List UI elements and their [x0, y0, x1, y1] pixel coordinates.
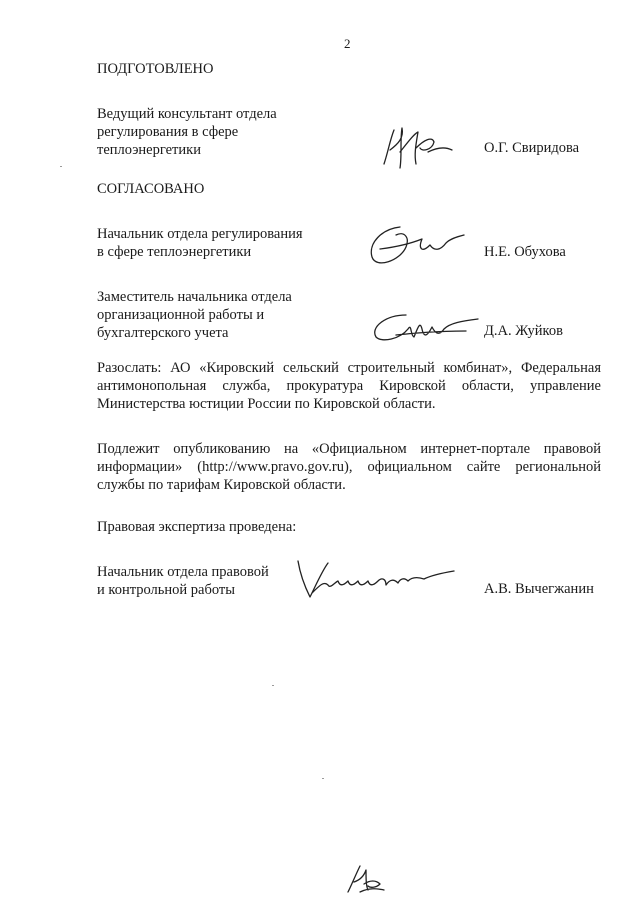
agreed-heading: СОГЛАСОВАНО	[97, 181, 205, 197]
initials-mark	[340, 858, 390, 898]
prepared-position: Ведущий консультант отдела регулирования в сфере теплоэнергетики	[97, 106, 277, 158]
signature-obukhova	[360, 213, 470, 273]
signer-position: Заместитель начальника отдела организационной работы и бухгалтерского учета	[97, 289, 292, 341]
prepared-name: О.Г. Свиридова	[484, 140, 580, 156]
distribution-text: Разослать: АО «Кировский сельский строительный комбинат», Федеральная антимонопольная служба, прокуратура Кировской области, управление Министерства юстиции России по Кировской области.	[97, 360, 601, 412]
legal-review-statement: Правовая экспертиза проведена:	[97, 519, 297, 535]
signer-name: Д.А. Жуйков	[484, 323, 563, 339]
prepared-heading: ПОДГОТОВЛЕНО	[97, 61, 214, 77]
scan-speck	[272, 685, 274, 686]
page-number: 2	[344, 36, 351, 51]
signature-zhuikov	[366, 305, 486, 345]
scan-speck	[322, 778, 324, 779]
scan-speck	[60, 166, 62, 167]
signer-name: Н.Е. Обухова	[484, 244, 566, 260]
legal-review-name: А.В. Вычегжанин	[484, 581, 594, 597]
signature-vychegzhanin	[290, 555, 460, 605]
publication-text: Подлежит опубликованию на «Официальном интернет-портале правовой информации» (http://www.pravo.gov.ru), официальном сайте региональной службы по тарифам Кировской области.	[97, 441, 601, 493]
signature-sviridova	[378, 122, 468, 172]
legal-review-position: Начальник отдела правовой и контрольной работы	[97, 564, 269, 598]
signer-position: Начальник отдела регулирования в сфере теплоэнергетики	[97, 226, 303, 260]
